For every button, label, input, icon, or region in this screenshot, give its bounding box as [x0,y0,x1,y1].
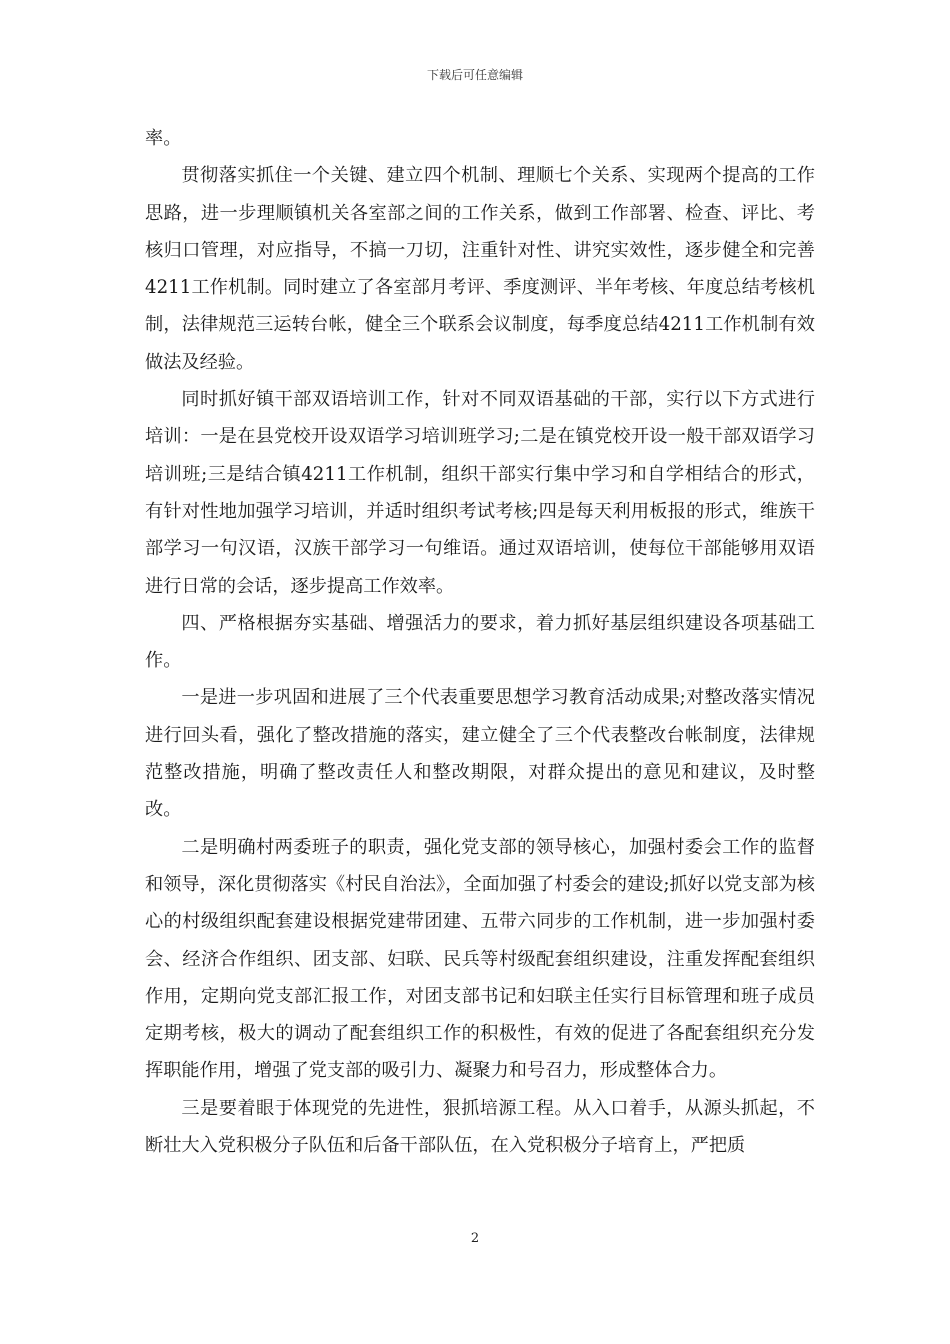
paragraph-2: 贯彻落实抓住一个关键、建立四个机制、理顺七个关系、实现两个提高的工作思路，进一步理顺镇机关各室部之间的工作关系，做到工作部署、检查、评比、考核归口管理，对应指导，不搞一刀切，注重针对性、讲究实效性，逐步健全和完善4211工作机制。同时建立了各室部月考评、季度测评、半年考核、年度总结考核机制，法律规范三运转台帐，健全三个联系会议制度，每季度总结4211工作机制有效做法及经验。 [145,165,815,373]
page-header: 下载后可任意编辑 [426,68,523,82]
paragraph-3: 同时抓好镇干部双语培训工作，针对不同双语基础的干部，实行以下方式进行培训：一是在县党校开设双语学习培训班学习;二是在镇党校开设一般干部双语学习培训班;三是结合镇4211工作机制，组织干部实行集中学习和自学相结合的形式，有针对性地加强学习培训，并适时组织考试考核;四是每天利用板报的形式，维族干部学习一句汉语，汉族干部学习一句维语。通过双语培训，使每位干部能够用双语进行日常的会话，逐步提高工作效率。 [145,389,815,597]
paragraph-1: 率。 [145,128,182,149]
paragraph-7: 三是要着眼于体现党的先进性，狠抓培源工程。从入口着手，从源头抓起，不断壮大入党积极分子队伍和后备干部队伍，在入党积极分子培育上，严把质 [145,1097,815,1157]
paragraph-5: 一是进一步巩固和进展了三个代表重要思想学习教育活动成果;对整改落实情况进行回头看，强化了整改措施的落实，建立健全了三个代表整改台帐制度，法律规范整改措施，明确了整改责任人和整改期限，对群众提出的意见和建议，及时整改。 [145,687,815,821]
paragraph-6: 二是明确村两委班子的职责，强化党支部的领导核心，加强村委会工作的监督和领导，深化贯彻落实《村民自治法》，全面加强了村委会的建设;抓好以党支部为核心的村级组织配套建设根据党建带团建、五带六同步的工作机制，进一步加强村委会、经济合作组织、团支部、妇联、民兵等村级配套组织建设，注重发挥配套组织作用，定期向党支部汇报工作，对团支部书记和妇联主任实行目标管理和班子成员定期考核，极大的调动了配套组织工作的积极性，有效的促进了各配套组织充分发挥职能作用，增强了党支部的吸引力、凝聚力和号召力，形成整体合力。 [145,836,815,1082]
document-body [145,120,815,1164]
paragraph-4: 四、严格根据夯实基础、增强活力的要求，着力抓好基层组织建设各项基础工作。 [145,612,815,672]
page-number: 2 [470,1231,480,1246]
